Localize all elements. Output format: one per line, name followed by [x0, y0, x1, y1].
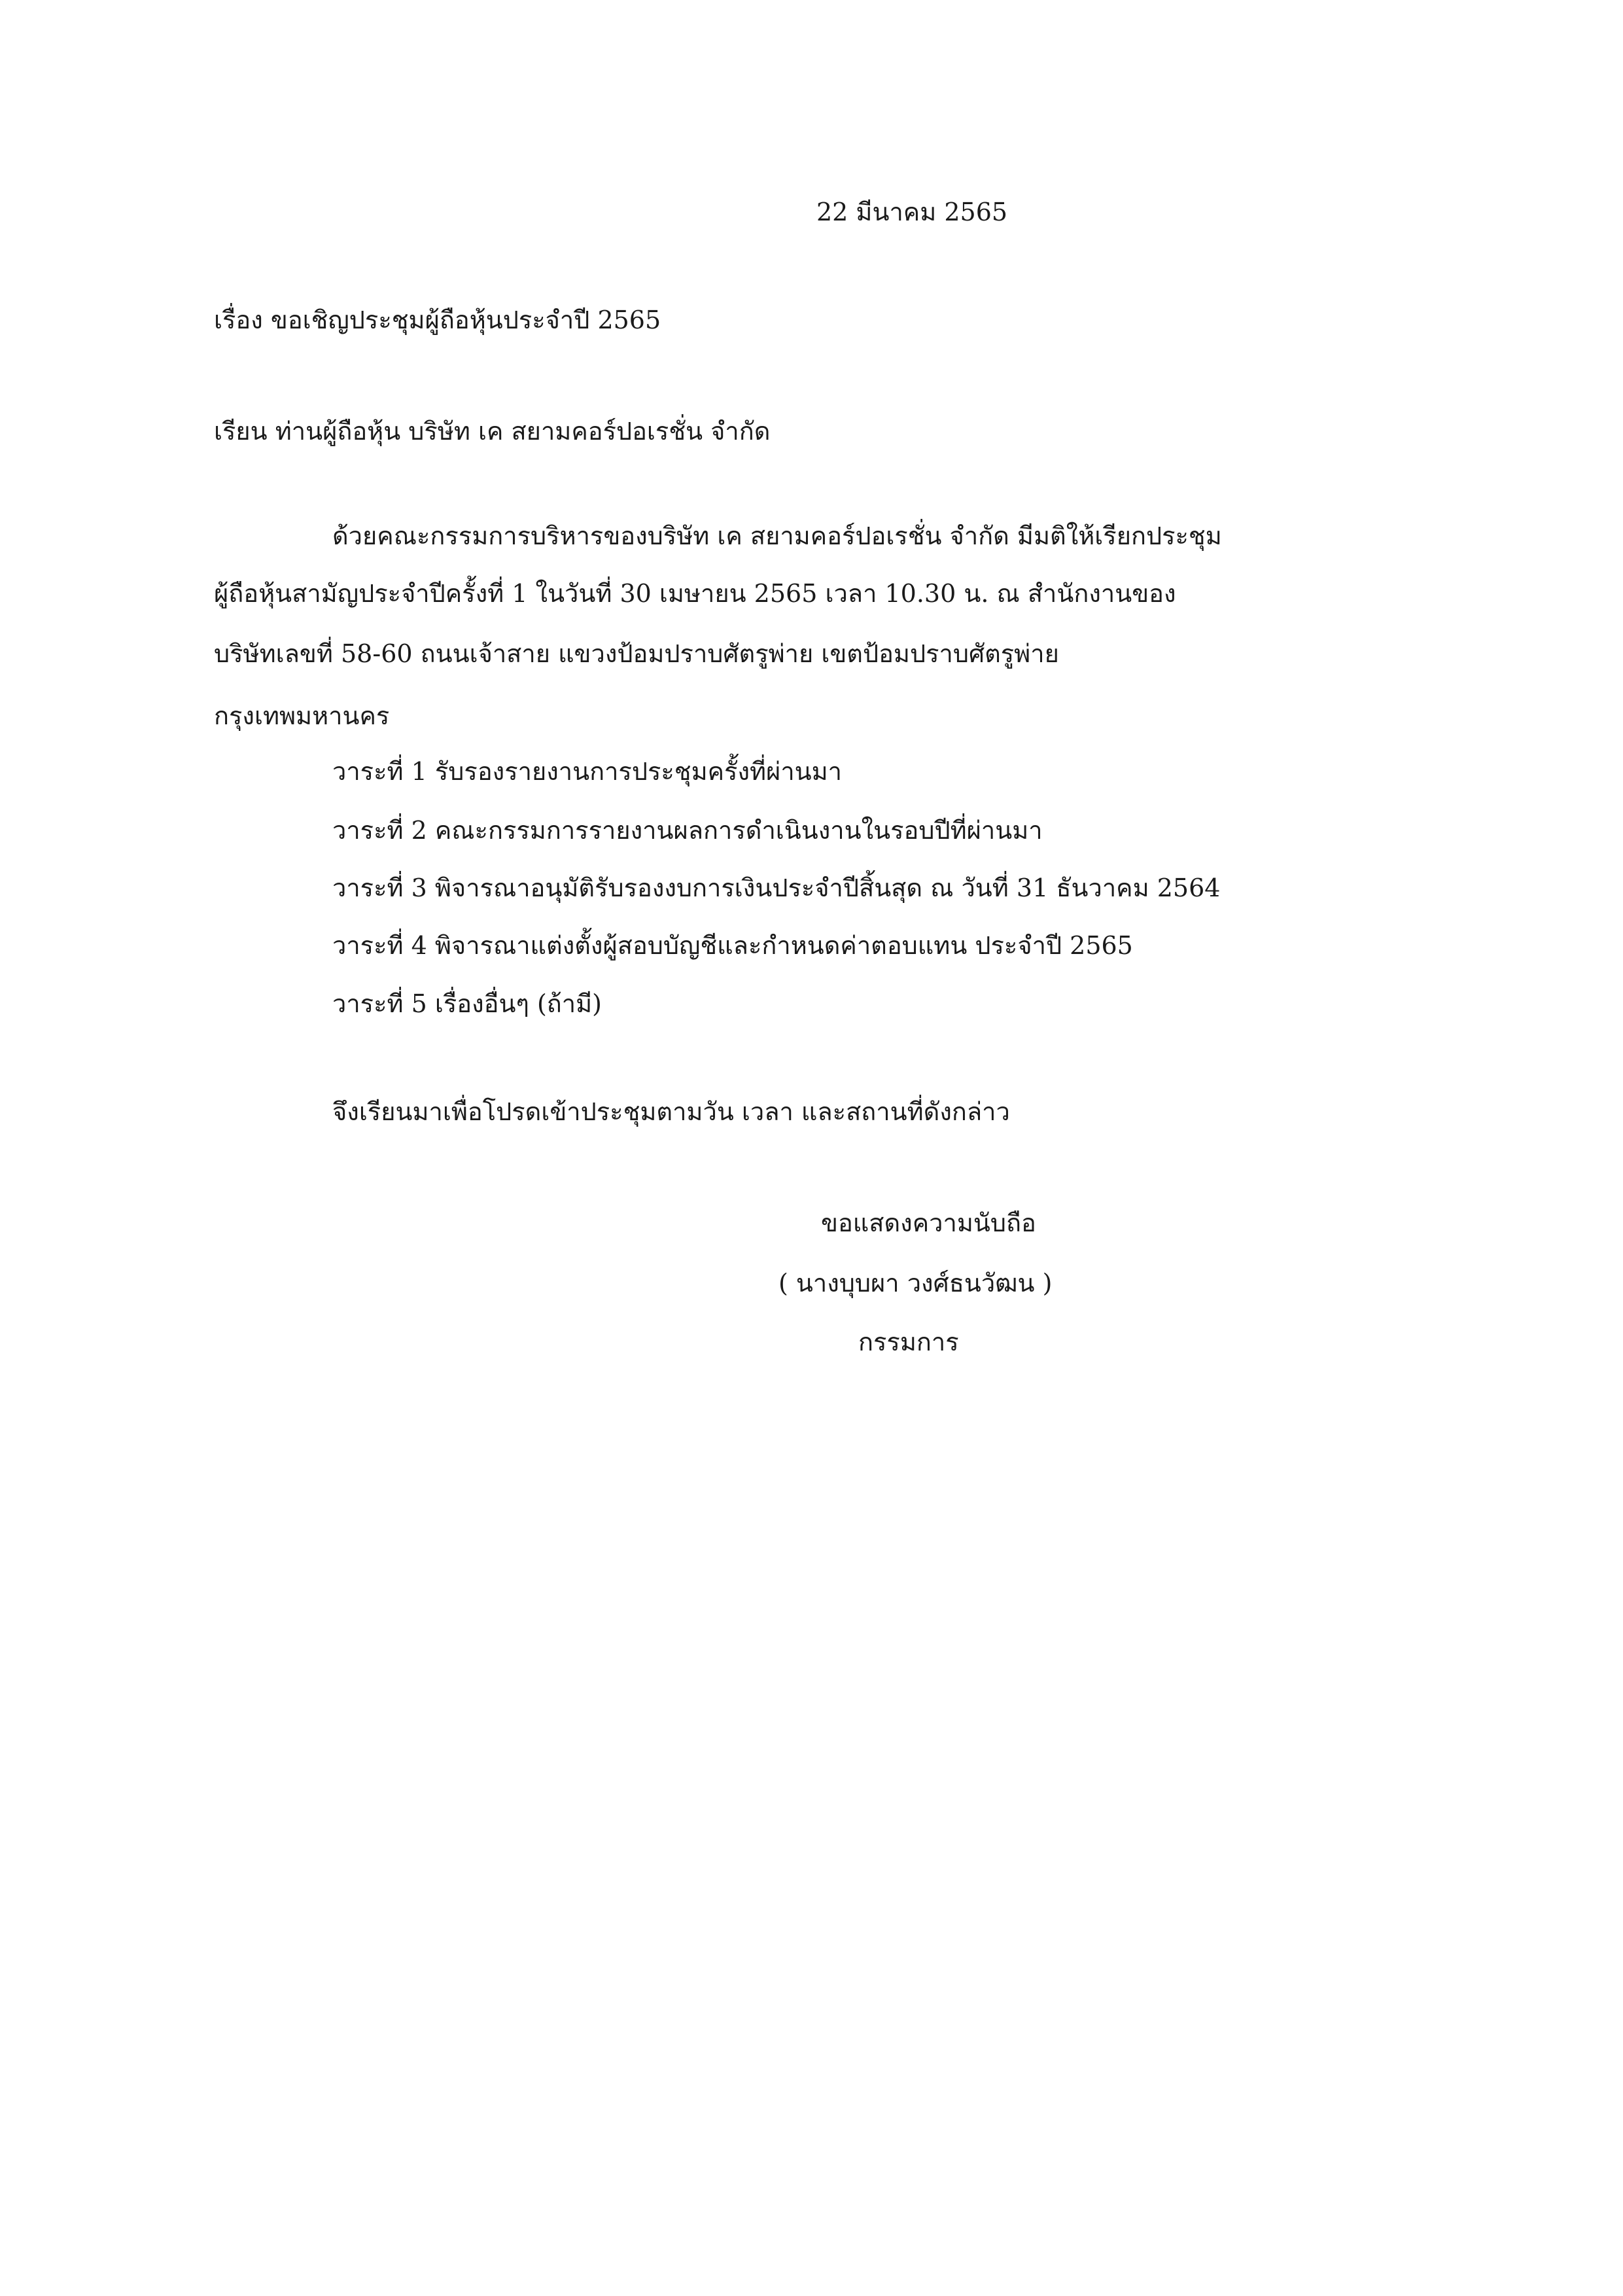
agenda-item-2: วาระที่ 2 คณะกรรมการรายงานผลการดำเนินงานในรอบปีที่ผ่านมา: [332, 816, 1043, 845]
signatory-name: ( นางบุบผา วงศ์ธนวัฒน ): [778, 1269, 1053, 1298]
agenda-item-4: วาระที่ 4 พิจารณาแต่งตั้งผู้สอบบัญชีและกำหนดค่าตอบแทน ประจำปี 2565: [332, 931, 1133, 960]
signatory-title: กรรมการ: [858, 1328, 959, 1356]
agenda-item-5: วาระที่ 5 เรื่องอื่นๆ (ถ้ามี): [332, 989, 602, 1018]
body-paragraph-line: บริษัทเลขที่ 58-60 ถนนเจ้าสาย แขวงป้อมปราบศัตรูพ่าย เขตป้อมปราบศัตรูพ่าย: [214, 639, 1059, 668]
letter-closing-sentence: จึงเรียนมาเพื่อโปรดเข้าประชุมตามวัน เวลา และสถานที่ดังกล่าว: [332, 1097, 1010, 1126]
signature-closing: ขอแสดงความนับถือ: [821, 1209, 1036, 1237]
body-paragraph-line: ด้วยคณะกรรมการบริหารของบริษัท เค สยามคอร์ปอเรชั่น จำกัด มีมติให้เรียกประชุม: [332, 521, 1222, 550]
letter-date: 22 มีนาคม 2565: [816, 198, 1008, 226]
body-paragraph-line: ผู้ถือหุ้นสามัญประจำปีครั้งที่ 1 ในวันที่ 30 เมษายน 2565 เวลา 10.30 น. ณ สำนักงานของ: [214, 579, 1176, 608]
letter-subject: เรื่อง ขอเชิญประชุมผู้ถือหุ้นประจำปี 2565: [214, 306, 661, 334]
body-paragraph-line: กรุงเทพมหานคร: [214, 701, 390, 730]
agenda-item-1: วาระที่ 1 รับรองรายงานการประชุมครั้งที่ผ่านมา: [332, 757, 843, 786]
letter-salutation: เรียน ท่านผู้ถือหุ้น บริษัท เค สยามคอร์ปอเรชั่น จำกัด: [214, 417, 771, 446]
agenda-item-3: วาระที่ 3 พิจารณาอนุมัติรับรองงบการเงินประจำปีสิ้นสุด ณ วันที่ 31 ธันวาคม 2564: [332, 874, 1221, 902]
